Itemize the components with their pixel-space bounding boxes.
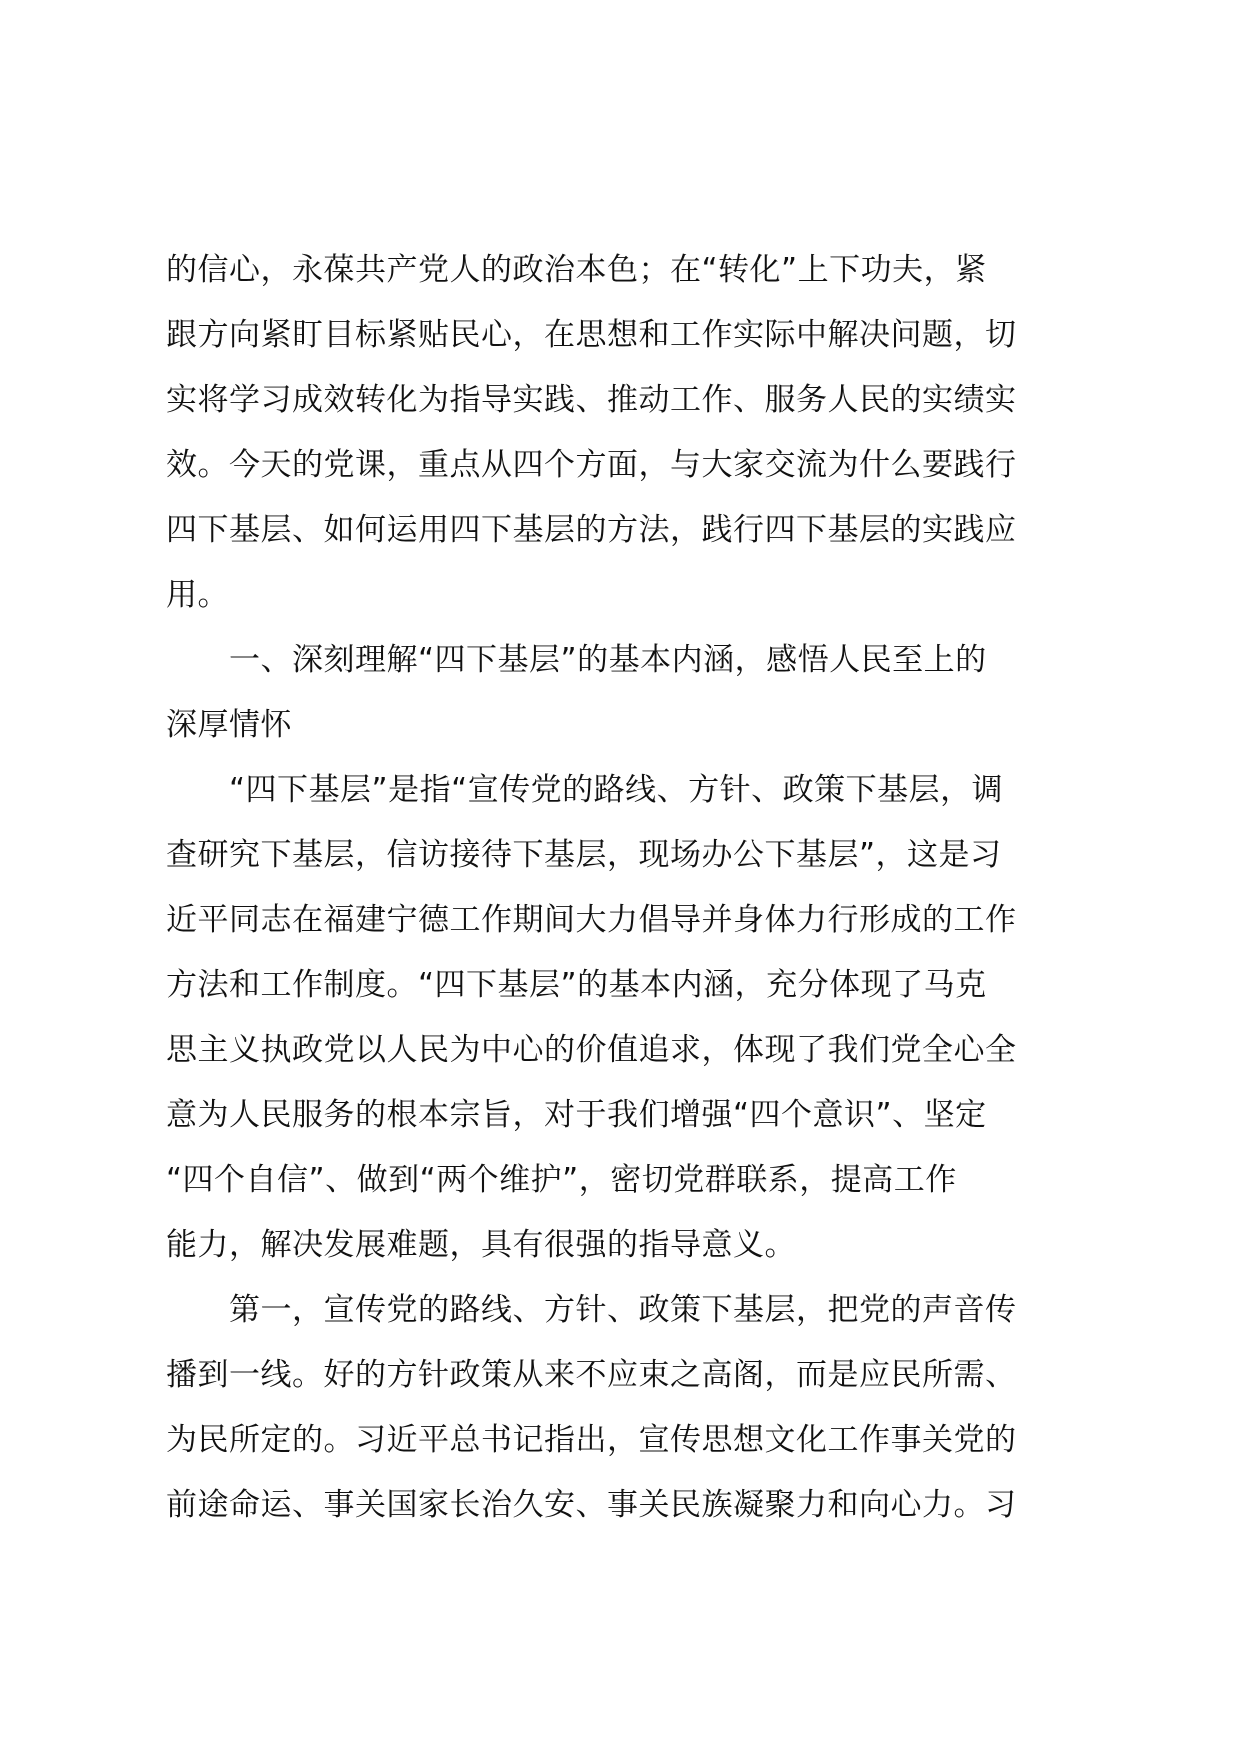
section-heading-continued: 深厚情怀 — [166, 707, 292, 743]
body-text — [166, 238, 1084, 1538]
text-line: 第一，宣传党的路线、方针、政策下基层，把党的声音传 — [166, 1292, 1017, 1328]
text-line: 近平同志在福建宁德工作期间大力倡导并身体力行形成的工作 — [166, 902, 1017, 938]
text-line: 跟方向紧盯目标紧贴民心，在思想和工作实际中解决问题，切 — [166, 317, 1017, 353]
text-line: 方法和工作制度。“四下基层”的基本内涵，充分体现了马克 — [166, 967, 987, 1003]
text-line: “四个自信”、做到“两个维护”，密切党群联系，提高工作 — [166, 1162, 957, 1198]
text-line: 实将学习成效转化为指导实践、推动工作、服务人民的实绩实 — [166, 382, 1017, 418]
text-line: 播到一线。好的方针政策从来不应束之高阁，而是应民所需、 — [166, 1357, 1017, 1393]
text-line: “四下基层”是指“宣传党的路线、方针、政策下基层，调 — [166, 772, 1004, 808]
text-line: 前途命运、事关国家长治久安、事关民族凝聚力和向心力。习 — [166, 1487, 1017, 1523]
text-line: 查研究下基层，信访接待下基层，现场办公下基层”，这是习 — [166, 837, 1002, 873]
text-line: 的信心，永葆共产党人的政治本色；在“转化”上下功夫，紧 — [166, 252, 987, 288]
section-heading: 一、深刻理解“四下基层”的基本内涵，感悟人民至上的 — [166, 642, 987, 678]
text-line: 意为人民服务的根本宗旨，对于我们增强“四个意识”、坚定 — [166, 1097, 987, 1133]
text-line: 思主义执政党以人民为中心的价值追求，体现了我们党全心全 — [166, 1032, 1017, 1068]
text-line: 效。今天的党课，重点从四个方面，与大家交流为什么要践行 — [166, 447, 1017, 483]
text-line: 四下基层、如何运用四下基层的方法，践行四下基层的实践应 — [166, 512, 1017, 548]
text-line: 能力，解决发展难题，具有很强的指导意义。 — [166, 1227, 796, 1263]
text-line: 为民所定的。习近平总书记指出，宣传思想文化工作事关党的 — [166, 1422, 1017, 1458]
text-line: 用。 — [166, 577, 229, 613]
